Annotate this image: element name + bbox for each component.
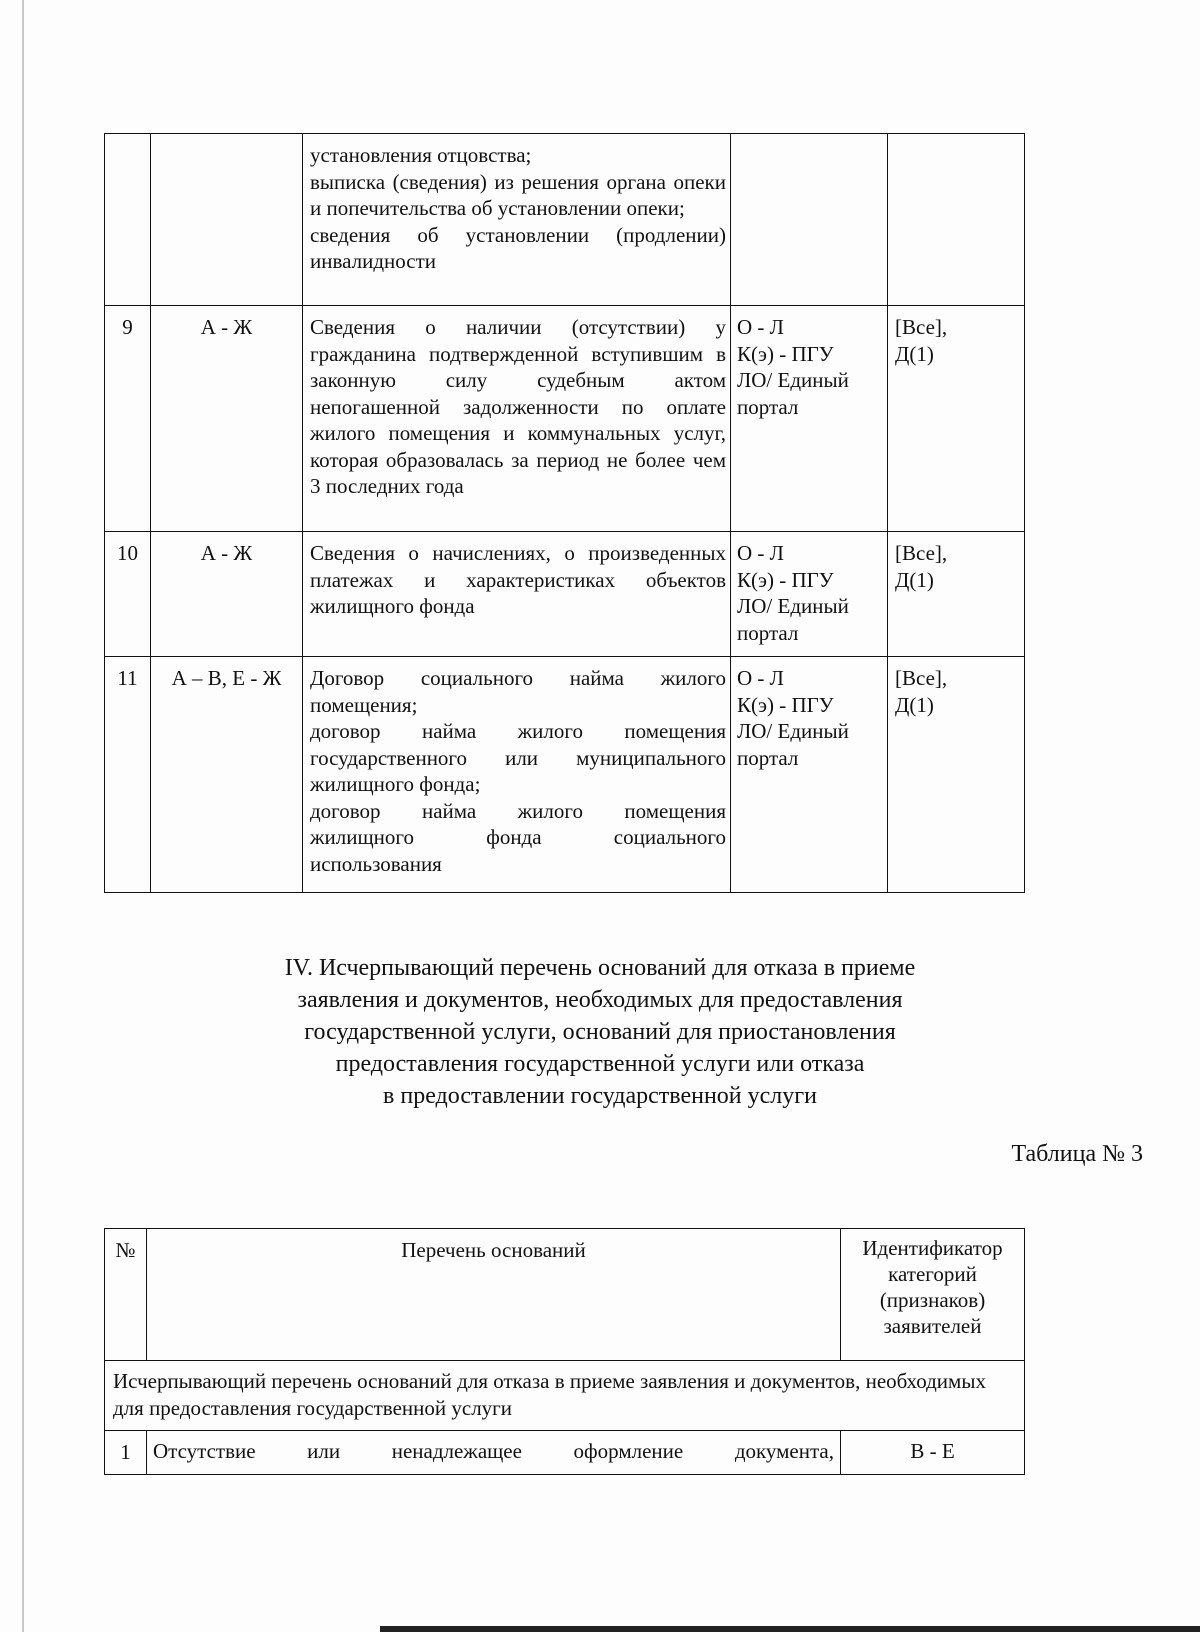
description-line: Договор социального найма жилого помещения; <box>310 666 726 717</box>
description-line: Сведения о наличии (отсутствии) у гражданина подтвержденной вступившим в законную силу судебным актом непогашенной задолженности по оплате жилого помещения и коммунальных услуг, которая образовалась за период не более чем 3 последних года <box>310 315 726 498</box>
row-code: А - Ж <box>151 306 303 532</box>
heading-line: в предоставлении государственной услуги <box>383 1083 817 1109</box>
row-description <box>303 306 731 532</box>
row-source <box>731 134 888 306</box>
table-header-row <box>105 1229 1025 1361</box>
description-line: Сведения о начислениях, о произведенных платежах и характеристиках объектов жилищного фонда <box>310 541 726 618</box>
row-number: 10 <box>105 532 151 657</box>
heading-line: предоставления государственной услуги или отказа <box>335 1051 865 1077</box>
source-line: К(э) - ПГУ <box>737 567 834 592</box>
row-source <box>731 306 888 532</box>
description-line: сведения об установлении (продлении) инвалидности <box>310 222 726 273</box>
source-line: О - Л <box>737 315 784 339</box>
row-code: А - Ж <box>151 532 303 657</box>
header-identifier-line: Идентификатор <box>862 1236 1003 1260</box>
source-line: К(э) - ПГУ <box>737 341 834 366</box>
heading-line: государственной услуги, оснований для приостановления <box>304 1019 896 1045</box>
table-caption: Таблица № 3 <box>1011 1141 1143 1167</box>
source-line: К(э) - ПГУ <box>737 692 834 717</box>
section-heading <box>170 952 1030 1112</box>
table-row <box>105 1431 1025 1475</box>
source-line: ЛО/ Единый <box>737 719 849 743</box>
header-identifier-line: (признаков) <box>879 1288 986 1312</box>
source-line: портал <box>737 394 799 419</box>
section-row <box>105 1361 1025 1431</box>
header-number: № <box>105 1229 147 1361</box>
header-identifier <box>841 1229 1025 1361</box>
source-line: О - Л <box>737 541 784 565</box>
documents-table <box>104 133 1025 893</box>
row-description <box>303 532 731 657</box>
description-line: установления отцовства; <box>310 143 532 167</box>
table-row <box>105 306 1025 532</box>
header-identifier-line: заявителей <box>883 1314 982 1338</box>
row-number <box>105 134 151 306</box>
heading-line: IV. Исчерпывающий перечень оснований для отказа в приеме <box>284 955 916 981</box>
identifier-line: [Все], <box>895 315 948 339</box>
row-code: А – В, Е - Ж <box>151 657 303 893</box>
row-number: 1 <box>105 1431 147 1475</box>
table-row <box>105 532 1025 657</box>
row-identifier <box>888 306 1025 532</box>
section-title: Исчерпывающий перечень оснований для отказа в приеме заявления и документов, необходимых для предоставления государственной услуги <box>105 1361 1025 1431</box>
table-row <box>105 134 1025 306</box>
row-identifier <box>888 532 1025 657</box>
row-description <box>303 657 731 893</box>
description-line: выписка (сведения) из решения органа опеки и попечительства об установлении опеки; <box>310 169 726 220</box>
row-identifier: В - Е <box>841 1431 1025 1475</box>
identifier-line: [Все], <box>895 541 948 565</box>
identifier-line: Д(1) <box>895 692 934 717</box>
scan-bottom-edge <box>380 1626 1200 1632</box>
identifier-line: Д(1) <box>895 567 934 592</box>
header-identifier-line: категорий <box>888 1262 977 1286</box>
row-description <box>303 134 731 306</box>
row-code <box>151 134 303 306</box>
source-line: О - Л <box>737 666 784 690</box>
source-line: портал <box>737 745 799 770</box>
source-line: ЛО/ Единый <box>737 594 849 618</box>
row-identifier <box>888 134 1025 306</box>
header-reasons: Перечень оснований <box>147 1229 841 1361</box>
scan-page-edge <box>22 0 24 1632</box>
row-number: 11 <box>105 657 151 893</box>
table-row <box>105 657 1025 893</box>
row-source <box>731 532 888 657</box>
source-line: портал <box>737 620 799 645</box>
row-number: 9 <box>105 306 151 532</box>
identifier-line: Д(1) <box>895 341 934 366</box>
row-identifier <box>888 657 1025 893</box>
description-line: договор найма жилого помещения жилищного фонда социального использования <box>310 798 726 876</box>
identifier-line: [Все], <box>895 666 948 690</box>
heading-line: заявления и документов, необходимых для предоставления <box>297 987 903 1013</box>
refusal-grounds-table <box>104 1228 1025 1475</box>
source-line: ЛО/ Единый <box>737 368 849 392</box>
description-line: договор найма жилого помещения государственного или муниципального жилищного фонда; <box>310 719 726 796</box>
row-source <box>731 657 888 893</box>
row-reason: Отсутствие или ненадлежащее оформление документа, <box>147 1431 841 1475</box>
